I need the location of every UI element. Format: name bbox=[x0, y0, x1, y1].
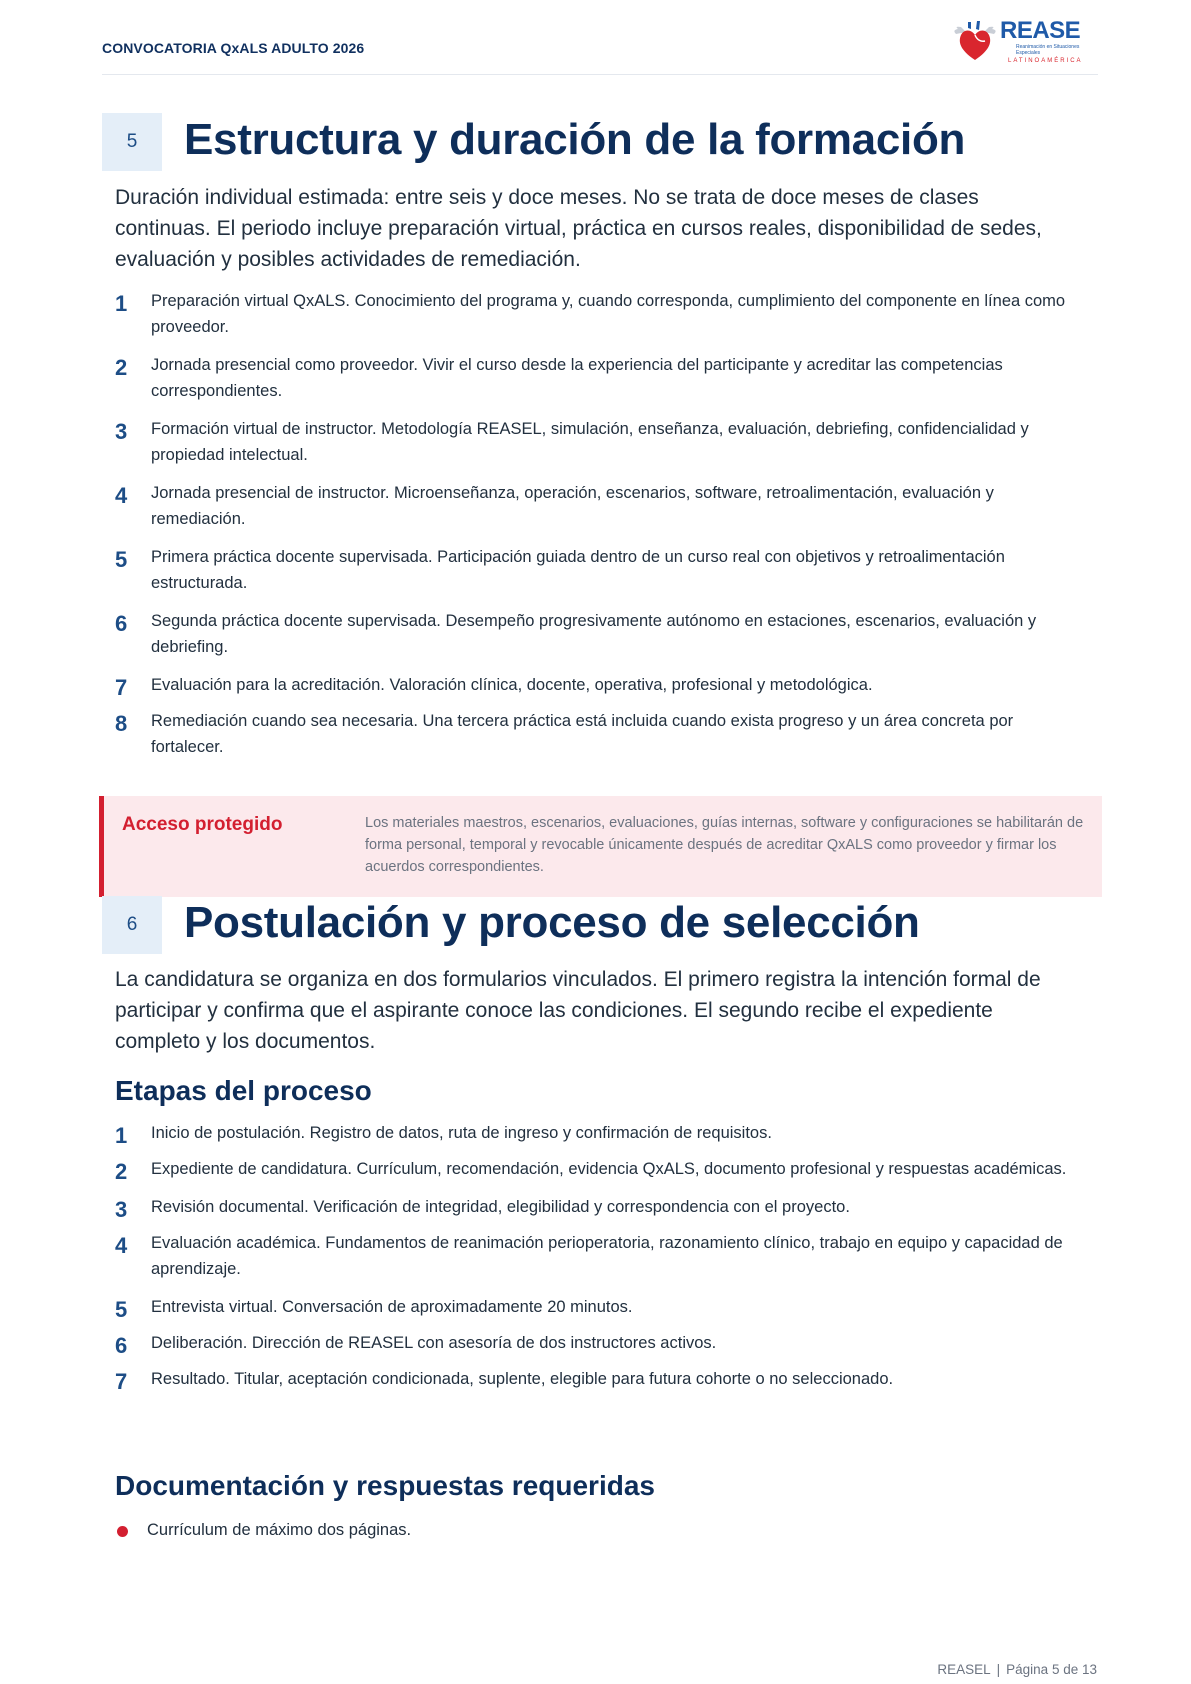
step-number: 3 bbox=[115, 419, 128, 444]
section-title: Estructura y duración de la formación bbox=[184, 115, 966, 164]
list-item bbox=[115, 1366, 1085, 1392]
rease-logo bbox=[952, 17, 1083, 66]
list-item bbox=[115, 1330, 1085, 1356]
section-number: 5 bbox=[102, 113, 162, 171]
step-number: 1 bbox=[115, 1123, 128, 1148]
documents-heading: Documentación y respuestas requeridas bbox=[115, 1470, 655, 1501]
footer-org: REASEL bbox=[937, 1662, 991, 1677]
training-steps-list bbox=[115, 288, 1085, 772]
list-item bbox=[115, 480, 1085, 532]
step-number: 5 bbox=[115, 1297, 128, 1322]
callout-title: Acceso protegido bbox=[122, 814, 283, 835]
section-6-heading bbox=[102, 896, 1092, 956]
list-item bbox=[115, 544, 1085, 596]
list-item bbox=[115, 352, 1085, 404]
callout-text: Los materiales maestros, escenarios, evaluaciones, guías internas, software y configuraciones se habilitarán de forma personal, temporal y revocable únicamente después de acreditar QxALS como proveedor y firmar los acuerdos correspondientes. bbox=[365, 815, 1084, 875]
step-text: Entrevista virtual. Conversación de aproximadamente 20 minutos. bbox=[151, 1298, 633, 1316]
step-number: 7 bbox=[115, 1369, 128, 1394]
logo-wordmark: REASE bbox=[1000, 17, 1081, 44]
step-text: Resultado. Titular, aceptación condicionada, suplente, elegible para futura cohorte o no seleccionado. bbox=[151, 1370, 894, 1388]
step-text: Revisión documental. Verificación de integridad, elegibilidad y correspondencia con el proyecto. bbox=[151, 1198, 850, 1216]
step-number: 1 bbox=[115, 291, 128, 316]
step-text: Primera práctica docente supervisada. Participación guiada dentro de un curso real con objetivos y retroalimentación estructurada. bbox=[151, 548, 1005, 592]
step-text: Remediación cuando sea necesaria. Una tercera práctica está incluida cuando exista progreso y un área concreta por fortalecer. bbox=[151, 712, 1014, 756]
bullet-dot-icon bbox=[117, 1526, 128, 1537]
step-text: Evaluación para la acreditación. Valoración clínica, docente, operativa, profesional y metodológica. bbox=[151, 676, 873, 694]
step-number: 7 bbox=[115, 675, 128, 700]
page-header bbox=[102, 18, 1098, 75]
step-number: 6 bbox=[115, 1333, 128, 1358]
step-number: 8 bbox=[115, 711, 128, 736]
list-item bbox=[115, 672, 1085, 698]
logo-region: LATINOAMÉRICA bbox=[1008, 58, 1083, 64]
list-item bbox=[115, 416, 1085, 468]
section-5-lead: Duración individual estimada: entre seis y doce meses. No se trata de doce meses de clases continuas. El periodo incluye preparación virtual, práctica en cursos reales, disponibilidad de sedes, evaluación y posibles actividades de remediación. bbox=[115, 186, 1042, 271]
selection-stages-list bbox=[115, 1120, 1085, 1402]
step-text: Jornada presencial como proveedor. Vivir el curso desde la experiencia del participante y acreditar las competencias correspondientes. bbox=[151, 356, 1003, 400]
section-5-heading bbox=[102, 113, 1092, 173]
list-item bbox=[115, 608, 1085, 660]
step-text: Preparación virtual QxALS. Conocimiento del programa y, cuando corresponda, cumplimiento del componente en línea como proveedor. bbox=[151, 292, 1066, 336]
document-title: CONVOCATORIA QxALS ADULTO 2026 bbox=[102, 40, 365, 56]
footer-separator: | bbox=[996, 1662, 1001, 1677]
step-number: 4 bbox=[115, 483, 128, 508]
step-text: Expediente de candidatura. Currículum, recomendación, evidencia QxALS, documento profesional y respuestas académicas. bbox=[151, 1160, 1067, 1178]
list-item bbox=[115, 708, 1085, 760]
list-item bbox=[115, 1156, 1085, 1182]
page-number: Página 5 de 13 bbox=[1006, 1662, 1097, 1677]
heart-logo-icon bbox=[952, 20, 998, 64]
list-item bbox=[115, 1517, 1075, 1543]
step-number: 2 bbox=[115, 1159, 128, 1184]
step-text: Inicio de postulación. Registro de datos, ruta de ingreso y confirmación de requisitos. bbox=[151, 1124, 772, 1142]
required-documents-list bbox=[115, 1517, 1075, 1543]
step-text: Jornada presencial de instructor. Microenseñanza, operación, escenarios, software, retroalimentación, evaluación y remediación. bbox=[151, 484, 994, 528]
step-number: 6 bbox=[115, 611, 128, 636]
list-item bbox=[115, 1294, 1085, 1320]
section-number: 6 bbox=[102, 896, 162, 954]
document-requirement: Currículum de máximo dos páginas. bbox=[147, 1521, 412, 1539]
section-6-lead: La candidatura se organiza en dos formularios vinculados. El primero registra la intención formal de participar y confirma que el aspirante conoce las condiciones. El segundo recibe el expediente completo y los documentos. bbox=[115, 968, 1041, 1053]
step-number: 5 bbox=[115, 547, 128, 572]
step-number: 3 bbox=[115, 1197, 128, 1222]
stages-heading: Etapas del proceso bbox=[115, 1075, 372, 1106]
protected-access-callout bbox=[99, 796, 1102, 897]
step-text: Deliberación. Dirección de REASEL con asesoría de dos instructores activos. bbox=[151, 1334, 717, 1352]
step-text: Formación virtual de instructor. Metodología REASEL, simulación, enseñanza, evaluación, debriefing, confidencialidad y propiedad intelectual. bbox=[151, 420, 1029, 464]
step-text: Evaluación académica. Fundamentos de reanimación perioperatoria, razonamiento clínico, trabajo en equipo y capacidad de aprendizaje. bbox=[151, 1234, 1063, 1278]
list-item bbox=[115, 1120, 1085, 1146]
list-item bbox=[115, 288, 1085, 340]
logo-subtitle: Reanimación en Situaciones Especiales bbox=[1016, 44, 1080, 56]
list-item bbox=[115, 1194, 1085, 1220]
list-item bbox=[115, 1230, 1085, 1282]
section-title: Postulación y proceso de selección bbox=[184, 898, 920, 947]
page-footer bbox=[937, 1662, 1097, 1677]
step-number: 2 bbox=[115, 355, 128, 380]
step-text: Segunda práctica docente supervisada. Desempeño progresivamente autónomo en estaciones, escenarios, evaluación y debriefing. bbox=[151, 612, 1037, 656]
step-number: 4 bbox=[115, 1233, 128, 1258]
